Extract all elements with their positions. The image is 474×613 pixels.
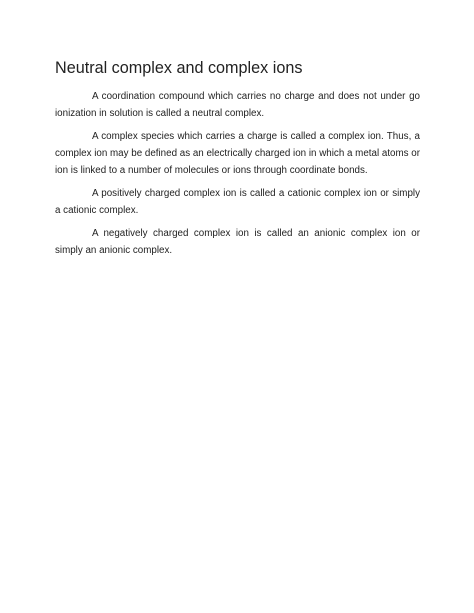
paragraph-neutral-complex: A coordination compound which carries no charge and does not under go ionization in solution is called a neutral complex. [55, 91, 420, 119]
paragraph-anionic-complex: A negatively charged complex ion is called an anionic complex ion or simply an anionic complex. [55, 228, 420, 256]
section-heading: Neutral complex and complex ions [55, 59, 303, 77]
paragraph-complex-ion: A complex species which carries a charge is called a complex ion. Thus, a complex ion may be defined as an electrically charged ion in which a metal atoms or ion is linked to a number of molecules or ions through coordinate bonds. [55, 131, 420, 176]
document-body [55, 58, 420, 265]
paragraph-cationic-complex: A positively charged complex ion is called a cationic complex ion or simply a cationic complex. [55, 188, 420, 216]
